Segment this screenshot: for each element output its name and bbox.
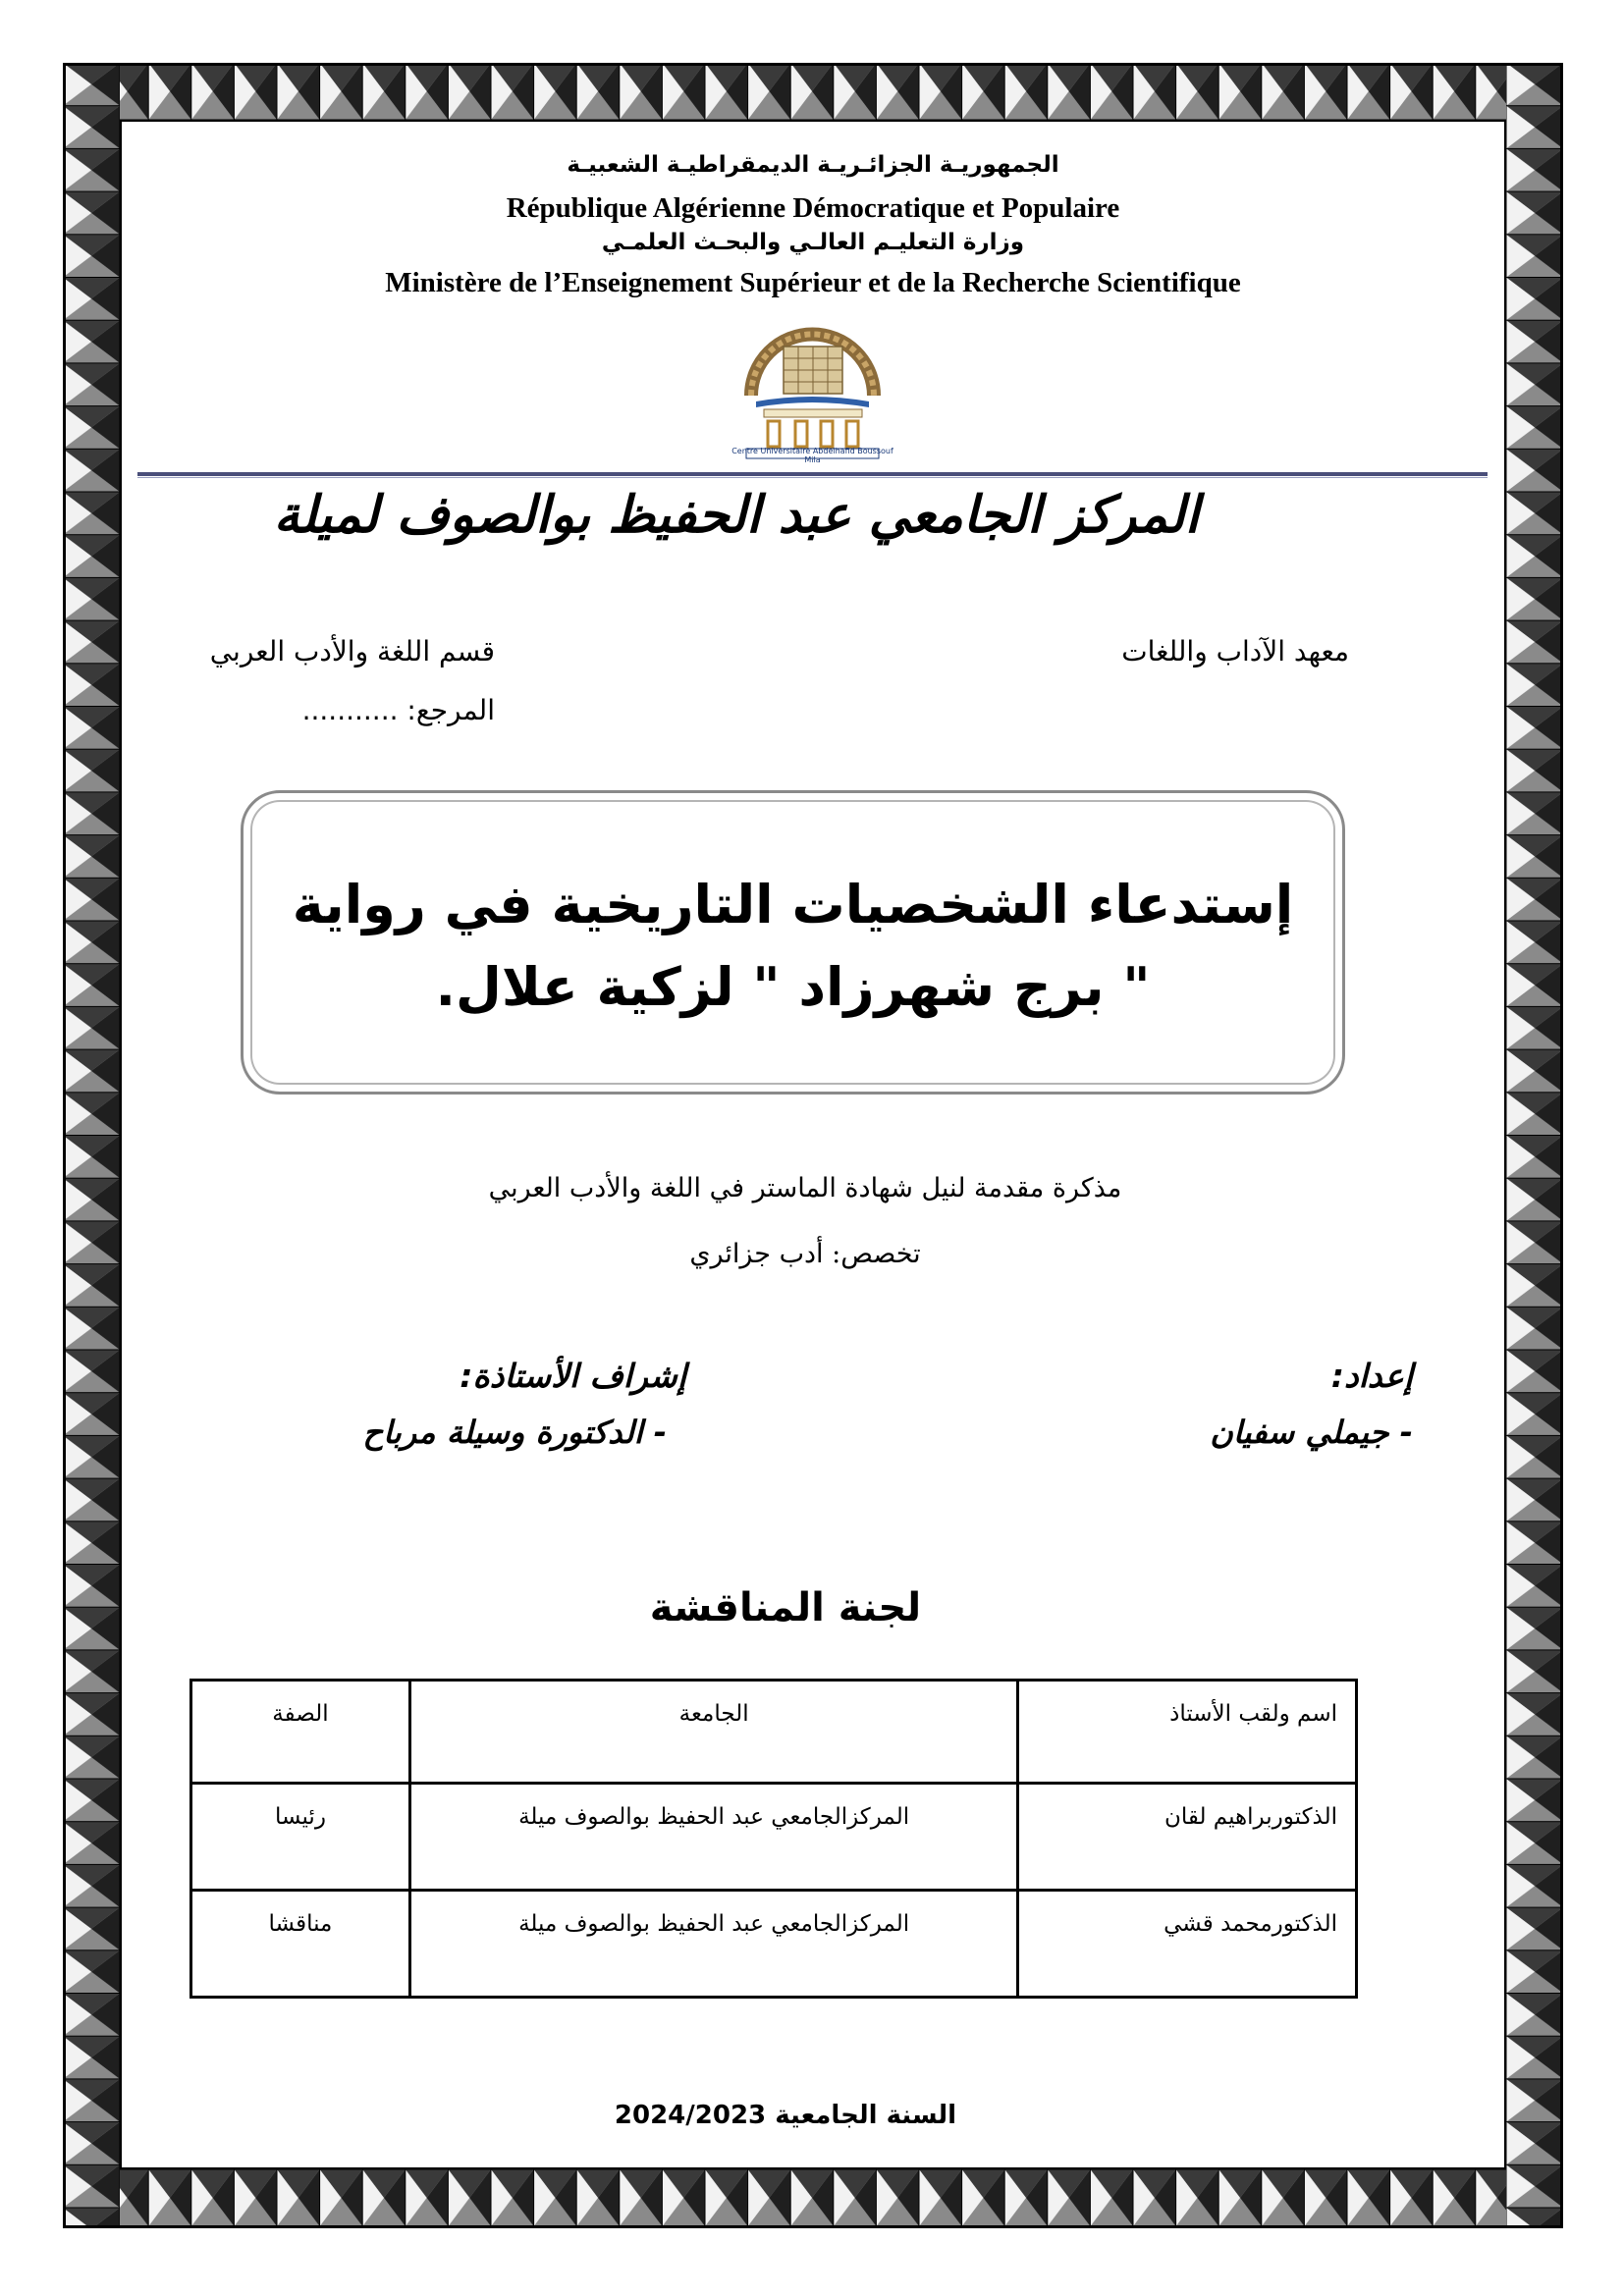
ministry-french: Ministère de l’Enseignement Supérieur et de la Recherche Scientifique — [385, 267, 1241, 298]
memo-purpose: مذكرة مقدمة لنيل شهادة الماستر في اللغة والأدب العربي — [488, 1173, 1122, 1203]
member-university: المركزالجامعي عبد الحفيظ بوالصوف ميلة — [409, 1891, 1017, 1998]
member-role: رئيسا — [191, 1784, 410, 1891]
thesis-title-line-2: " برج شهرزاد " لزكية علال. — [435, 956, 1151, 1018]
ministry-arabic: وزارة التعليـم العالـي والبحـث العلمـي — [601, 230, 1025, 255]
prepared-by-label: إعداد: — [1330, 1357, 1413, 1395]
committee-title: لجنة المناقشة — [649, 1585, 922, 1630]
header-university: الجامعة — [409, 1681, 1017, 1784]
thesis-title — [241, 864, 1345, 1029]
header-divider-thin — [137, 477, 1488, 478]
committee-table — [189, 1679, 1358, 1999]
member-name: الذكتوربراهيم لقان — [1018, 1784, 1357, 1891]
academic-year: السنة الجامعية 2024/2023 — [614, 2101, 957, 2130]
thesis-title-line-1: إستدعاء الشخصيات التاريخية في رواية — [292, 874, 1294, 935]
member-name: الذكتورمحمد قشي — [1018, 1891, 1357, 1998]
table-row — [191, 1784, 1357, 1891]
supervision-label: إشراف الأستاذة: — [460, 1357, 686, 1395]
header-role: الصفة — [191, 1681, 410, 1784]
student-name: - جيملي سفيان — [1210, 1414, 1413, 1451]
header-divider — [137, 472, 1488, 476]
university-name: المركز الجامعي عبد الحفيظ بوالصوف لميلة — [273, 486, 1200, 545]
department-name: قسم اللغة والأدب العربي — [209, 635, 495, 667]
republic-french: République Algérienne Démocratique et Populaire — [506, 192, 1120, 224]
table-header-row — [191, 1681, 1357, 1784]
republic-arabic: الجمهوريـة الجزائـريـة الديمقراطيـة الشعبيـة — [567, 152, 1059, 178]
logo-caption: Centre Universitaire Abdelhafid Boussouf Mila — [731, 447, 893, 464]
supervisor-name: - الدكتورة وسيلة مرباح — [362, 1414, 667, 1451]
table-row — [191, 1891, 1357, 1998]
reference-number: المرجع: ........... — [301, 694, 495, 726]
institute-name: معهد الآداب واللغات — [1121, 635, 1349, 667]
member-role: مناقشا — [191, 1891, 410, 1998]
header-professor-name: اسم ولقب الأستاذ — [1018, 1681, 1357, 1784]
university-logo — [727, 317, 898, 464]
specialization: تخصص: أدب جزائري — [689, 1239, 921, 1269]
member-university: المركزالجامعي عبد الحفيظ بوالصوف ميلة — [409, 1784, 1017, 1891]
